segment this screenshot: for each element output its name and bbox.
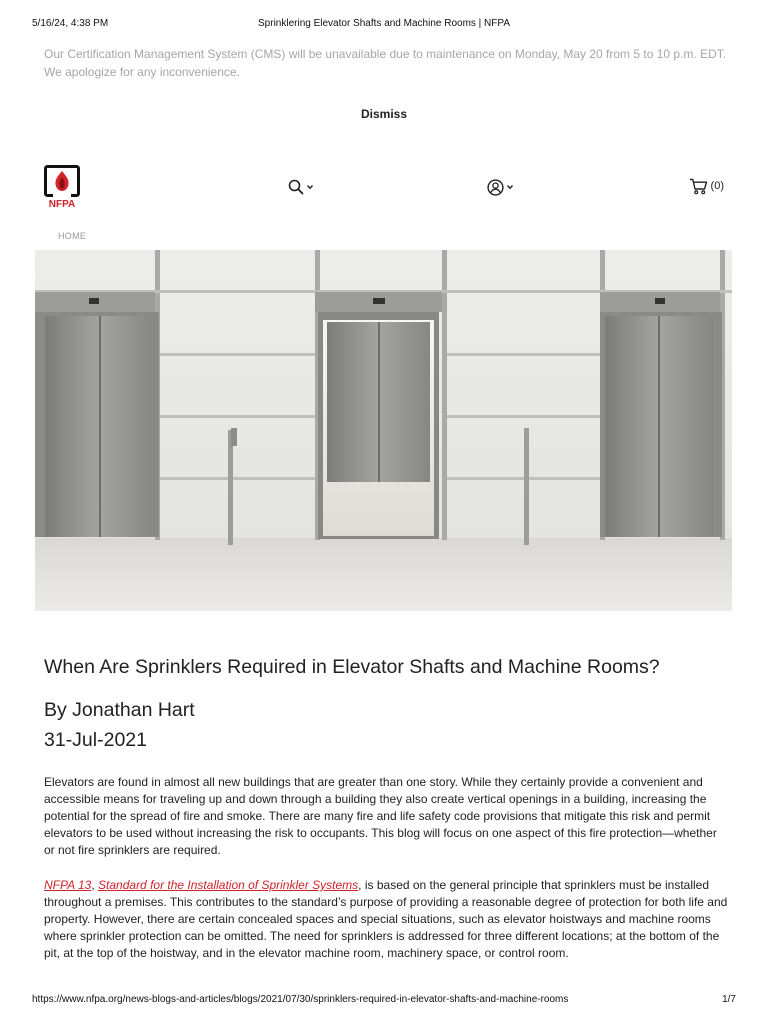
user-circle-icon xyxy=(487,179,504,196)
site-navigation xyxy=(44,165,724,209)
cart-count: (0) xyxy=(710,180,724,192)
logo-wordmark: NFPA xyxy=(48,199,76,209)
nfpa-logo[interactable] xyxy=(44,165,80,209)
search-button[interactable] xyxy=(288,177,318,197)
standard-link[interactable]: Standard for the Installation of Sprinkler Systems xyxy=(98,878,359,892)
article-paragraph: Elevators are found in almost all new buildings that are greater than one story. While they certainly provide a convenient and accessible means for traveling up and down through a building they also create vertical openings in a building, increasing the potential for the spread of fire and smoke. There are many fire and life safety code provisions that mitigate this risk and permit elevators to be used without increasing the risk to occupants. This blog will focus on one aspect of this fire protection—whether or not fire sprinklers are required. xyxy=(44,775,717,857)
chevron-down-icon xyxy=(506,183,514,191)
print-footer xyxy=(32,994,736,1008)
dismiss-button[interactable]: Dismiss xyxy=(0,107,768,121)
print-page-title: Sprinklering Elevator Shafts and Machine Rooms | NFPA xyxy=(258,18,510,29)
account-button[interactable] xyxy=(487,177,519,197)
article-paragraph xyxy=(44,877,728,962)
maintenance-banner-message: Our Certification Management System (CMS) will be unavailable due to maintenance on Monday, May 20 from 5 to 10 p.m. EDT. We apologize for any inconvenience. xyxy=(44,47,727,79)
nfpa-13-link[interactable]: NFPA 13 xyxy=(44,878,92,892)
paragraph-text: , is based on the general principle that sprinklers must be installed throughout a premises. This contributes to the standard’s purpose of providing a reasonable degree of protection for both life and property. However, there are certain concealed spaces and special situations, such as elevator hoistways and machine rooms where sprinkler protection can be omitted. The need for sprinklers is addressed for three different locations; at the bottom of the pit, at the top of the hoistway, and in the elevator machine room, machinery space, or control room. xyxy=(44,878,728,960)
article-date: 31-Jul-2021 xyxy=(44,729,147,751)
article-title: When Are Sprinklers Required in Elevator Shafts and Machine Rooms? xyxy=(44,656,660,678)
article-author: By Jonathan Hart xyxy=(44,699,195,721)
breadcrumb xyxy=(58,231,86,241)
print-header xyxy=(32,18,736,32)
link-separator: , xyxy=(91,878,99,892)
chevron-down-icon xyxy=(306,183,314,191)
cart-icon xyxy=(689,178,708,195)
print-datetime: 5/16/24, 4:38 PM xyxy=(32,18,109,29)
cart-button[interactable] xyxy=(689,176,724,196)
hero-image xyxy=(35,250,732,611)
elevator-lobby-photo xyxy=(35,250,732,611)
page-number: 1/7 xyxy=(722,994,736,1005)
breadcrumb-home-link[interactable]: HOME xyxy=(58,231,87,241)
page-url: https://www.nfpa.org/news-blogs-and-articles/blogs/2021/07/30/sprinklers-required-in-elevator-shafts-and-machine-rooms xyxy=(32,994,569,1005)
search-icon xyxy=(288,179,304,195)
